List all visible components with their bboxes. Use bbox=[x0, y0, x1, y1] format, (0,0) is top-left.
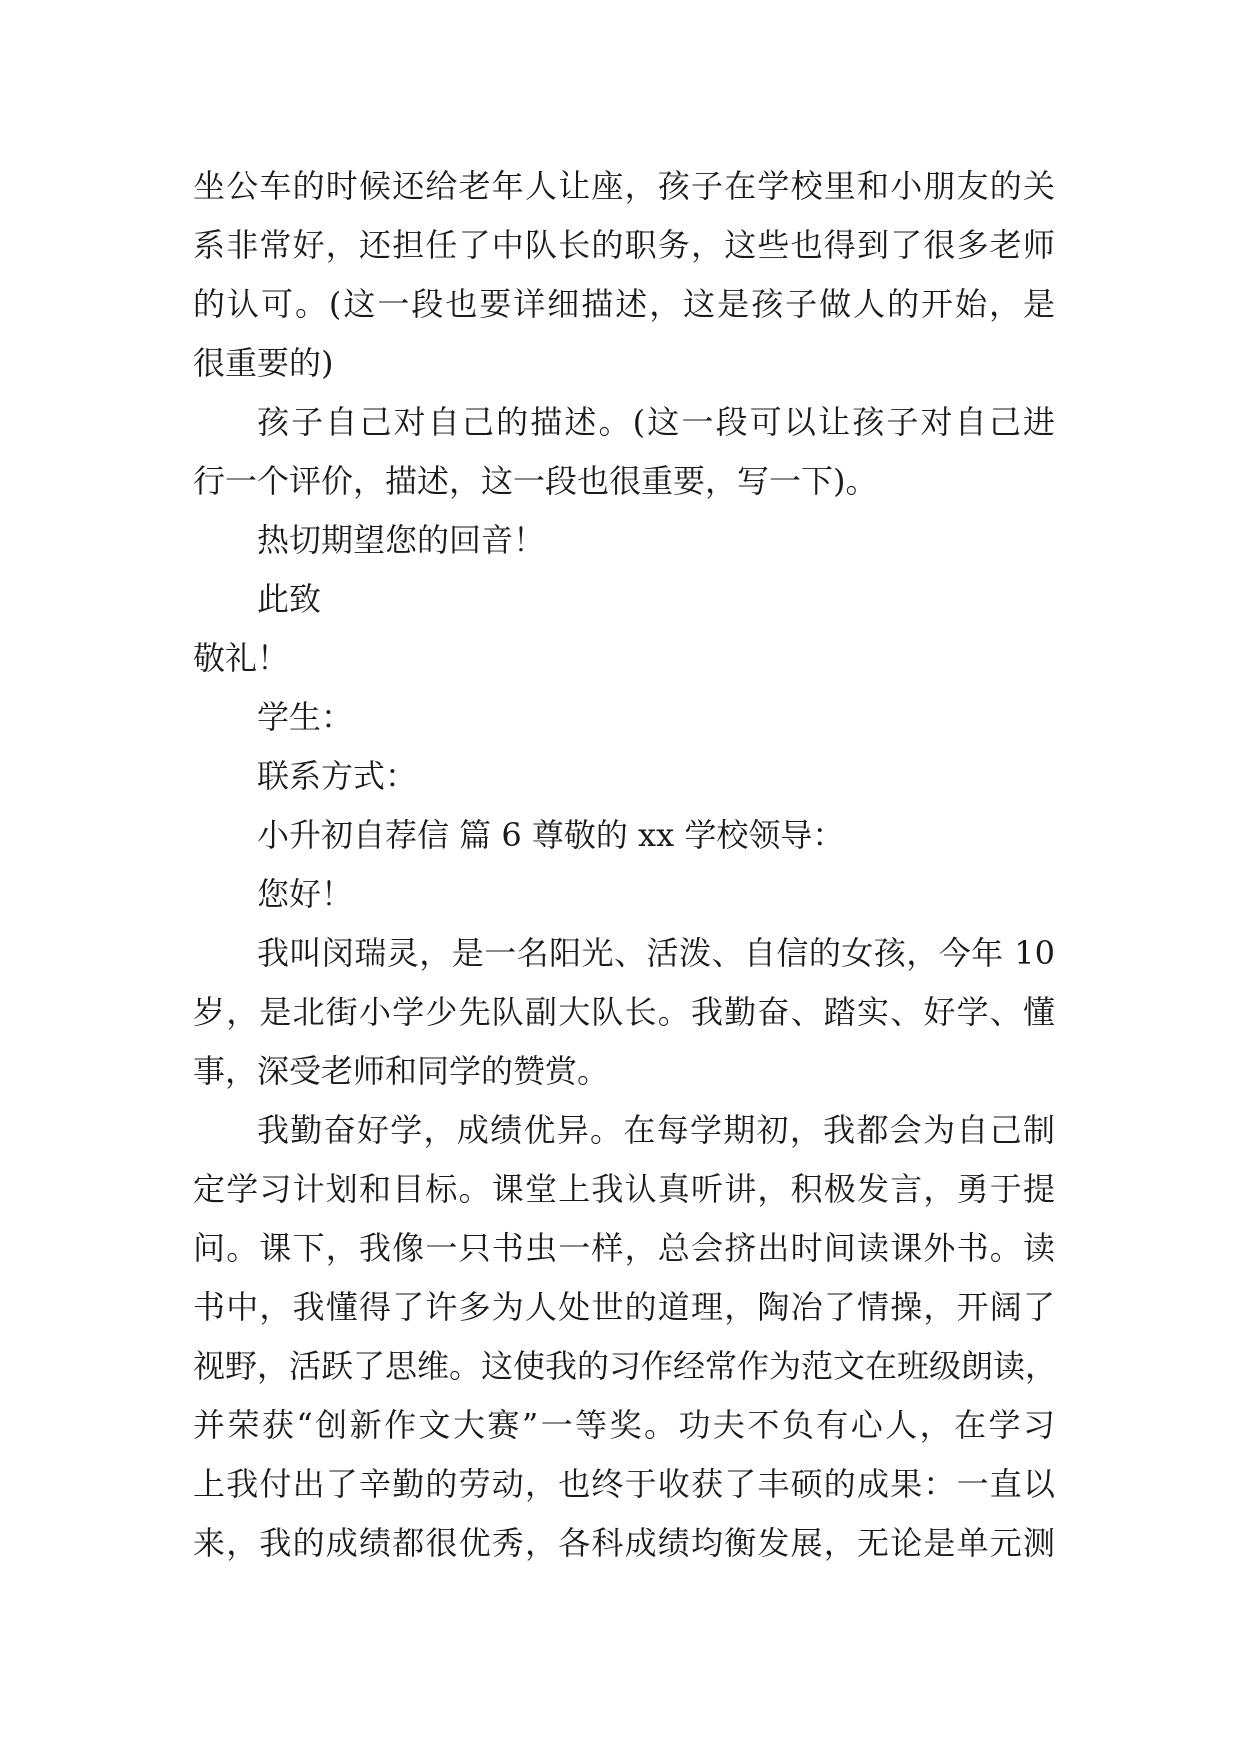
text-line: 很重要的) bbox=[193, 344, 334, 382]
text-line: 问。课下，我像一只书虫一样，总会挤出时间读课外书。读 bbox=[193, 1229, 1055, 1267]
text-line: 来，我的成绩都很优秀，各科成绩均衡发展，无论是单元测 bbox=[193, 1524, 1055, 1562]
document-body bbox=[193, 157, 1058, 1573]
text-line: 定学习计划和目标。课堂上我认真听讲，积极发言，勇于提 bbox=[193, 1170, 1055, 1208]
text-line: 行一个评价，描述，这一段也很重要，写一下)。 bbox=[193, 462, 878, 500]
text-line: 坐公车的时候还给老年人让座，孩子在学校里和小朋友的关 bbox=[193, 167, 1055, 205]
text-line: 视野，活跃了思维。这使我的习作经常作为范文在班级朗读， bbox=[193, 1347, 1058, 1385]
text-line: 并荣获“创新作文大赛”一等奖。功夫不负有心人，在学习 bbox=[193, 1406, 1055, 1444]
text-line: 小升初自荐信 篇 6 尊敬的 xx 学校领导： bbox=[257, 816, 845, 854]
text-line: 孩子自己对自己的描述。(这一段可以让孩子对自己进 bbox=[257, 403, 1055, 441]
text-line: 岁，是北街小学少先队副大队长。我勤奋、踏实、好学、懂 bbox=[193, 993, 1055, 1031]
text-line: 上我付出了辛勤的劳动，也终于收获了丰硕的成果：一直以 bbox=[193, 1465, 1055, 1503]
text-line: 热切期望您的回音！ bbox=[257, 521, 546, 559]
text-line: 学生： bbox=[257, 698, 354, 736]
text-line: 我叫闵瑞灵，是一名阳光、活泼、自信的女孩，今年 10 bbox=[257, 934, 1055, 972]
text-line: 我勤奋好学，成绩优异。在每学期初，我都会为自己制 bbox=[257, 1111, 1055, 1149]
text-line: 书中，我懂得了许多为人处世的道理，陶冶了情操，开阔了 bbox=[193, 1288, 1055, 1326]
text-line: 敬礼！ bbox=[193, 639, 290, 677]
text-line: 系非常好，还担任了中队长的职务，这些也得到了很多老师 bbox=[193, 226, 1055, 264]
text-line: 事，深受老师和同学的赞赏。 bbox=[193, 1052, 610, 1090]
text-line: 联系方式： bbox=[257, 757, 418, 795]
text-line: 此致 bbox=[257, 580, 322, 618]
text-line: 的认可。(这一段也要详细描述，这是孩子做人的开始，是 bbox=[193, 285, 1055, 323]
text-line: 您好！ bbox=[257, 875, 354, 913]
